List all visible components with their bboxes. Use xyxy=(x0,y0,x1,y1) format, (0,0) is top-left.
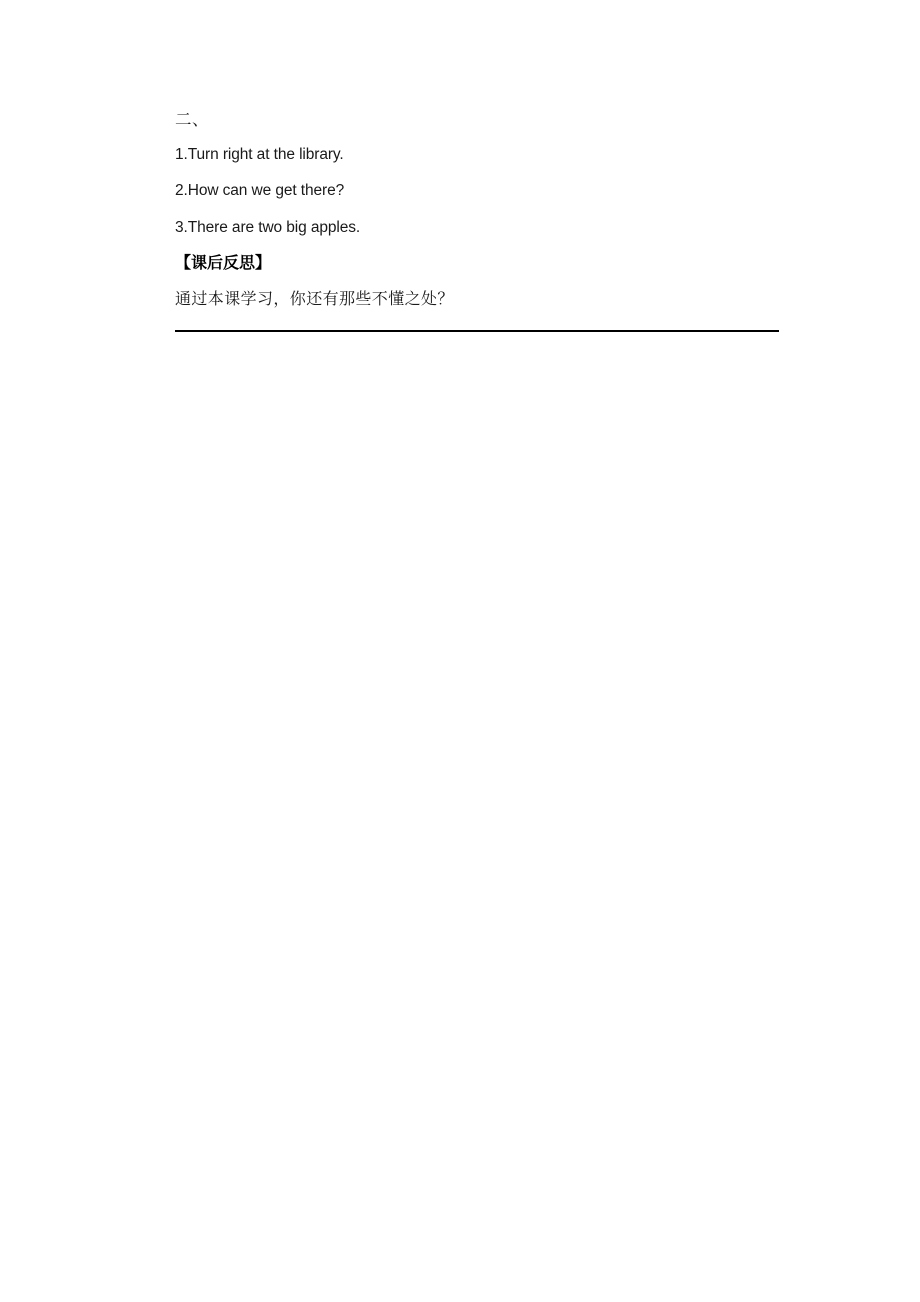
horizontal-divider xyxy=(175,330,779,332)
document-body xyxy=(175,112,795,332)
answer-line-3: 3.There are two big apples. xyxy=(175,218,361,236)
reflection-prompt: 通过本课学习，你还有那些不懂之处？ xyxy=(175,291,454,308)
section-marker: 二、 xyxy=(175,110,209,129)
answer-line-1: 1.Turn right at the library. xyxy=(175,145,344,163)
reflection-heading: 【课后反思】 xyxy=(175,255,272,272)
answer-line-2: 2.How can we get there? xyxy=(175,182,345,199)
